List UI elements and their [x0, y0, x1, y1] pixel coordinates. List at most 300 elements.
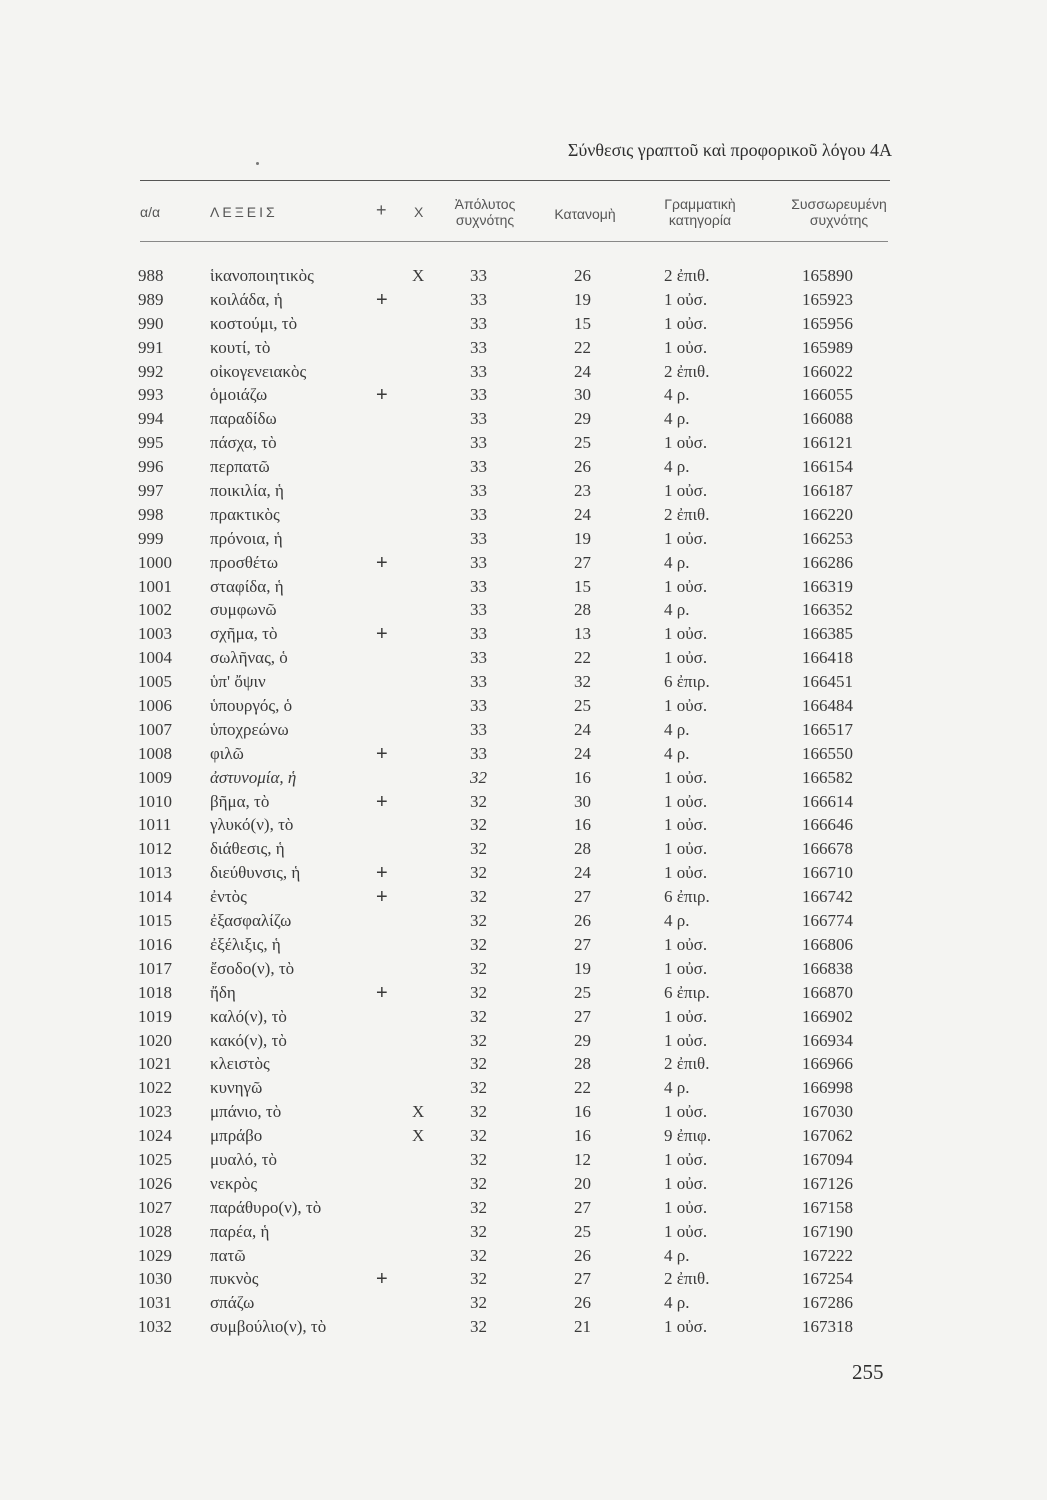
row-grammar-category: 1 οὐσ. — [664, 791, 708, 811]
row-word: ἐξασφαλίζω — [210, 911, 292, 931]
row-word: προσθέτω — [210, 552, 279, 572]
row-absolute-frequency: 32 — [470, 982, 487, 1002]
stray-mark — [256, 162, 259, 165]
row-word: σχῆμα, τὸ — [210, 624, 278, 644]
row-grammar-category: 1 οὐσ. — [664, 1006, 708, 1026]
table-row — [0, 479, 1047, 503]
header-plus: + — [376, 200, 387, 220]
row-absolute-frequency: 33 — [470, 624, 487, 644]
row-absolute-frequency: 33 — [470, 672, 487, 692]
row-absolute-frequency: 32 — [470, 863, 487, 883]
table-row — [0, 646, 1047, 670]
row-grammar-category: 4 ρ. — [664, 719, 690, 739]
table-row — [0, 1076, 1047, 1100]
row-number: 1031 — [138, 1293, 172, 1313]
row-word: παρέα, ἡ — [210, 1221, 270, 1241]
row-cumulative-frequency: 166187 — [802, 481, 853, 501]
row-distribution: 24 — [574, 743, 591, 763]
row-word: ἐξέλιξις, ἡ — [210, 934, 281, 954]
row-distribution: 16 — [574, 1126, 591, 1146]
row-absolute-frequency: 32 — [470, 1126, 487, 1146]
table-row — [0, 981, 1047, 1005]
row-distribution: 26 — [574, 1293, 591, 1313]
table-row — [0, 264, 1047, 288]
row-absolute-frequency: 32 — [470, 1197, 487, 1217]
row-absolute-frequency: 32 — [470, 1102, 487, 1122]
row-grammar-category: 1 οὐσ. — [664, 1030, 708, 1050]
row-number: 1002 — [138, 600, 172, 620]
row-absolute-frequency: 32 — [470, 767, 487, 787]
row-cumulative-frequency: 166253 — [802, 528, 853, 548]
header-cumulative-line1: Συσσωρευμένη — [791, 196, 887, 212]
row-number: 1012 — [138, 839, 172, 859]
row-number: 1027 — [138, 1197, 172, 1217]
header-grammar-line1: Γραμματικὴ — [664, 196, 736, 212]
table-row — [0, 360, 1047, 384]
row-cumulative-frequency: 167126 — [802, 1173, 853, 1193]
row-grammar-category: 1 οὐσ. — [664, 1317, 708, 1337]
row-number: 1003 — [138, 624, 172, 644]
row-cumulative-frequency: 166774 — [802, 911, 853, 931]
row-number: 1009 — [138, 767, 172, 787]
row-distribution: 15 — [574, 576, 591, 596]
row-grammar-category: 1 οὐσ. — [664, 313, 708, 333]
table-row — [0, 813, 1047, 837]
row-grammar-category: 6 ἐπιρ. — [664, 672, 710, 692]
row-absolute-frequency: 33 — [470, 481, 487, 501]
header-rule-bottom — [140, 241, 888, 242]
row-grammar-category: 2 ἐπιθ. — [664, 1054, 710, 1074]
row-absolute-frequency: 33 — [470, 361, 487, 381]
table-row — [0, 1124, 1047, 1148]
row-cumulative-frequency: 167318 — [802, 1317, 853, 1337]
header-aa: α/α — [140, 204, 161, 220]
header-grammar-line2: κατηγορία — [668, 212, 732, 228]
row-distribution: 24 — [574, 863, 591, 883]
row-word: ὑποχρεώνω — [210, 719, 289, 739]
row-cumulative-frequency: 166902 — [802, 1006, 853, 1026]
row-absolute-frequency: 33 — [470, 696, 487, 716]
row-word: βῆμα, τὸ — [210, 791, 270, 811]
row-word: πάσχα, τὸ — [210, 433, 277, 453]
table-row — [0, 288, 1047, 312]
table-row — [0, 527, 1047, 551]
row-word: κοιλάδα, ἡ — [210, 289, 283, 309]
row-cumulative-frequency: 166646 — [802, 815, 853, 835]
row-distribution: 25 — [574, 696, 591, 716]
row-word: σωλῆνας, ὁ — [210, 648, 288, 668]
header-absolute-line1: Ἀπόλυτος — [454, 196, 516, 212]
row-number: 1030 — [138, 1269, 172, 1289]
table-row — [0, 622, 1047, 646]
row-grammar-category: 1 οὐσ. — [664, 433, 708, 453]
row-cumulative-frequency: 166121 — [802, 433, 853, 453]
row-distribution: 26 — [574, 1245, 591, 1265]
row-absolute-frequency: 32 — [470, 1054, 487, 1074]
row-plus-mark: + — [376, 623, 388, 646]
table-row — [0, 1267, 1047, 1291]
table-row — [0, 383, 1047, 407]
table-row — [0, 742, 1047, 766]
row-grammar-category: 6 ἐπιρ. — [664, 887, 710, 907]
row-grammar-category: 1 οὐσ. — [664, 624, 708, 644]
row-absolute-frequency: 32 — [470, 1293, 487, 1313]
row-grammar-category: 1 οὐσ. — [664, 481, 708, 501]
row-absolute-frequency: 33 — [470, 648, 487, 668]
row-absolute-frequency: 32 — [470, 887, 487, 907]
row-word: καλό(ν), τὸ — [210, 1006, 287, 1026]
row-grammar-category: 1 οὐσ. — [664, 1149, 708, 1169]
row-distribution: 26 — [574, 266, 591, 285]
row-cumulative-frequency: 165923 — [802, 289, 853, 309]
row-number: 1004 — [138, 648, 172, 668]
row-cumulative-frequency: 166517 — [802, 719, 853, 739]
word-table — [0, 264, 1047, 1339]
row-number: 1015 — [138, 911, 172, 931]
row-cumulative-frequency: 166418 — [802, 648, 853, 668]
row-absolute-frequency: 33 — [470, 719, 487, 739]
row-absolute-frequency: 32 — [470, 1006, 487, 1026]
page-number: 255 — [852, 1360, 884, 1384]
row-distribution: 29 — [574, 1030, 591, 1050]
row-word: σπάζω — [210, 1293, 255, 1313]
row-number: 989 — [138, 289, 164, 309]
table-row — [0, 575, 1047, 599]
table-row — [0, 1244, 1047, 1268]
table-row — [0, 551, 1047, 575]
row-word: ὑπουργός, ὁ — [210, 696, 293, 716]
row-grammar-category: 2 ἐπιθ. — [664, 1269, 710, 1289]
row-word: νεκρὸς — [210, 1173, 258, 1193]
row-grammar-category: 1 οὐσ. — [664, 1173, 708, 1193]
row-number: 1000 — [138, 552, 172, 572]
row-word: ποικιλία, ἡ — [210, 481, 284, 501]
row-number: 1025 — [138, 1149, 172, 1169]
row-word: ὁμοιάζω — [210, 385, 268, 405]
row-distribution: 27 — [574, 552, 591, 572]
row-number: 1014 — [138, 887, 172, 907]
row-absolute-frequency: 33 — [470, 743, 487, 763]
row-cumulative-frequency: 166451 — [802, 672, 853, 692]
row-plus-mark: + — [376, 384, 388, 407]
row-plus-mark: + — [376, 862, 388, 885]
row-word: διεύθυνσις, ἡ — [210, 863, 301, 883]
row-cumulative-frequency: 165956 — [802, 313, 853, 333]
row-grammar-category: 1 οὐσ. — [664, 696, 708, 716]
row-number: 1019 — [138, 1006, 172, 1026]
row-word: ὑπ' ὄψιν — [210, 672, 266, 692]
table-row — [0, 598, 1047, 622]
row-distribution: 28 — [574, 600, 591, 620]
header-words: ΛΕΞΕΙΣ — [210, 204, 278, 220]
row-grammar-category: 4 ρ. — [664, 457, 690, 477]
row-number: 1028 — [138, 1221, 172, 1241]
row-cumulative-frequency: 166385 — [802, 624, 853, 644]
row-number: 1011 — [138, 815, 172, 835]
row-grammar-category: 2 ἐπιθ. — [664, 504, 710, 524]
row-distribution: 22 — [574, 337, 591, 357]
row-grammar-category: 9 ἐπιφ. — [664, 1126, 712, 1146]
row-grammar-category: 1 οὐσ. — [664, 815, 708, 835]
row-plus-mark: + — [376, 981, 388, 1004]
row-cumulative-frequency: 167062 — [802, 1126, 853, 1146]
row-number: 990 — [138, 313, 164, 333]
table-row — [0, 503, 1047, 527]
header-x: Χ — [414, 204, 424, 220]
table-row — [0, 1315, 1047, 1339]
row-distribution: 27 — [574, 1197, 591, 1217]
row-grammar-category: 1 οὐσ. — [664, 576, 708, 596]
row-distribution: 22 — [574, 1078, 591, 1098]
row-cumulative-frequency: 166055 — [802, 385, 853, 405]
row-distribution: 28 — [574, 1054, 591, 1074]
row-absolute-frequency: 32 — [470, 1317, 487, 1337]
row-number: 1020 — [138, 1030, 172, 1050]
row-x-mark: Χ — [412, 1126, 425, 1146]
row-grammar-category: 4 ρ. — [664, 409, 690, 429]
row-word: κοστούμι, τὸ — [210, 313, 298, 333]
header-absolute-frequency — [440, 196, 530, 228]
row-grammar-category: 1 οὐσ. — [664, 863, 708, 883]
header-cumulative-frequency — [780, 196, 898, 228]
table-row — [0, 885, 1047, 909]
row-grammar-category: 1 οὐσ. — [664, 1102, 708, 1122]
row-absolute-frequency: 33 — [470, 433, 487, 453]
row-distribution: 22 — [574, 648, 591, 668]
row-number: 995 — [138, 433, 164, 453]
row-absolute-frequency: 33 — [470, 528, 487, 548]
row-number: 1001 — [138, 576, 172, 596]
row-number: 1006 — [138, 696, 172, 716]
header-rule-top — [140, 180, 890, 181]
row-absolute-frequency: 32 — [470, 1245, 487, 1265]
row-word: κλειστὸς — [210, 1054, 270, 1074]
row-x-mark: Χ — [412, 266, 425, 285]
table-row — [0, 1005, 1047, 1029]
row-grammar-category: 1 οὐσ. — [664, 528, 708, 548]
row-cumulative-frequency: 166154 — [802, 457, 853, 477]
row-grammar-category: 1 οὐσ. — [664, 934, 708, 954]
table-row — [0, 694, 1047, 718]
row-distribution: 13 — [574, 624, 591, 644]
row-word: πρακτικὸς — [210, 504, 280, 524]
row-grammar-category: 4 ρ. — [664, 911, 690, 931]
row-number: 997 — [138, 481, 164, 501]
table-row — [0, 861, 1047, 885]
row-distribution: 19 — [574, 289, 591, 309]
table-row — [0, 1029, 1047, 1053]
table-row — [0, 718, 1047, 742]
row-cumulative-frequency: 166550 — [802, 743, 853, 763]
row-number: 1008 — [138, 743, 172, 763]
table-row — [0, 670, 1047, 694]
row-distribution: 19 — [574, 528, 591, 548]
row-word: ἔσοδο(ν), τὸ — [210, 958, 295, 978]
table-row — [0, 336, 1047, 360]
row-word: κουτί, τὸ — [210, 337, 271, 357]
row-absolute-frequency: 33 — [470, 409, 487, 429]
row-number: 991 — [138, 337, 164, 357]
row-absolute-frequency: 32 — [470, 958, 487, 978]
row-cumulative-frequency: 166582 — [802, 767, 853, 787]
row-distribution: 15 — [574, 313, 591, 333]
row-cumulative-frequency: 166710 — [802, 863, 853, 883]
row-distribution: 27 — [574, 934, 591, 954]
row-absolute-frequency: 32 — [470, 815, 487, 835]
row-word: σταφίδα, ἡ — [210, 576, 284, 596]
row-grammar-category: 4 ρ. — [664, 552, 690, 572]
row-grammar-category: 4 ρ. — [664, 1078, 690, 1098]
row-distribution: 16 — [574, 1102, 591, 1122]
row-plus-mark: + — [376, 886, 388, 909]
row-cumulative-frequency: 167254 — [802, 1269, 853, 1289]
row-number: 996 — [138, 457, 164, 477]
row-cumulative-frequency: 166742 — [802, 887, 853, 907]
row-number: 1021 — [138, 1054, 172, 1074]
row-cumulative-frequency: 166678 — [802, 839, 853, 859]
row-number: 1007 — [138, 719, 172, 739]
row-cumulative-frequency: 167030 — [802, 1102, 853, 1122]
row-grammar-category: 1 οὐσ. — [664, 958, 708, 978]
row-distribution: 32 — [574, 672, 591, 692]
row-distribution: 27 — [574, 1269, 591, 1289]
row-cumulative-frequency: 166352 — [802, 600, 853, 620]
row-cumulative-frequency: 166286 — [802, 552, 853, 572]
row-grammar-category: 4 ρ. — [664, 385, 690, 405]
row-word: ἐντὸς — [210, 887, 247, 907]
row-grammar-category: 4 ρ. — [664, 743, 690, 763]
row-word: περπατῶ — [210, 457, 270, 477]
row-word: διάθεσις, ἡ — [210, 839, 285, 859]
row-number: 992 — [138, 361, 164, 381]
row-absolute-frequency: 32 — [470, 1078, 487, 1098]
table-row — [0, 1148, 1047, 1172]
row-grammar-category: 1 οὐσ. — [664, 839, 708, 859]
row-absolute-frequency: 32 — [470, 1221, 487, 1241]
header-distribution: Κατανομὴ — [554, 206, 616, 222]
row-distribution: 21 — [574, 1317, 591, 1337]
row-word: παραδίδω — [210, 409, 277, 429]
row-number: 1022 — [138, 1078, 172, 1098]
row-absolute-frequency: 33 — [470, 457, 487, 477]
row-cumulative-frequency: 166966 — [802, 1054, 853, 1074]
row-cumulative-frequency: 166934 — [802, 1030, 853, 1050]
row-absolute-frequency: 32 — [470, 1269, 487, 1289]
row-word: πρόνοια, ἡ — [210, 528, 283, 548]
row-word: γλυκό(ν), τὸ — [210, 815, 294, 835]
row-distribution: 26 — [574, 911, 591, 931]
header-absolute-line2: συχνότης — [455, 212, 515, 228]
row-word: ἱκανοποιητικὸς — [210, 266, 314, 285]
row-absolute-frequency: 32 — [470, 1149, 487, 1169]
row-cumulative-frequency: 167222 — [802, 1245, 853, 1265]
row-distribution: 23 — [574, 481, 591, 501]
table-row — [0, 455, 1047, 479]
row-distribution: 25 — [574, 1221, 591, 1241]
running-head: Σύνθεσις γραπτοῦ καὶ προφορικοῦ λόγου 4Α — [567, 140, 892, 160]
table-row — [0, 1220, 1047, 1244]
row-distribution: 16 — [574, 815, 591, 835]
row-absolute-frequency: 33 — [470, 576, 487, 596]
row-word: κακό(ν), τὸ — [210, 1030, 287, 1050]
row-grammar-category: 1 οὐσ. — [664, 289, 708, 309]
row-absolute-frequency: 33 — [470, 289, 487, 309]
table-row — [0, 766, 1047, 790]
table-row — [0, 1100, 1047, 1124]
row-cumulative-frequency: 166870 — [802, 982, 853, 1002]
row-cumulative-frequency: 165989 — [802, 337, 853, 357]
row-number: 1026 — [138, 1173, 172, 1193]
table-row — [0, 933, 1047, 957]
row-absolute-frequency: 32 — [470, 1173, 487, 1193]
row-plus-mark: + — [376, 288, 388, 311]
row-word: συμβούλιο(ν), τὸ — [210, 1317, 327, 1337]
row-number: 1016 — [138, 934, 172, 954]
table-row — [0, 957, 1047, 981]
row-absolute-frequency: 33 — [470, 504, 487, 524]
row-cumulative-frequency: 166806 — [802, 934, 853, 954]
row-absolute-frequency: 32 — [470, 791, 487, 811]
row-word: μπάνιο, τὸ — [210, 1102, 282, 1122]
row-number: 993 — [138, 385, 164, 405]
row-cumulative-frequency: 165890 — [802, 266, 853, 285]
row-word: ἀστυνομία, ἡ — [210, 767, 297, 787]
row-word: μυαλό, τὸ — [210, 1149, 278, 1169]
table-row — [0, 909, 1047, 933]
row-number: 1010 — [138, 791, 172, 811]
row-cumulative-frequency: 166022 — [802, 361, 853, 381]
table-row — [0, 837, 1047, 861]
row-cumulative-frequency: 166220 — [802, 504, 853, 524]
row-number: 1005 — [138, 672, 172, 692]
row-grammar-category: 1 οὐσ. — [664, 1197, 708, 1217]
row-plus-mark: + — [376, 551, 388, 574]
row-absolute-frequency: 33 — [470, 600, 487, 620]
row-distribution: 19 — [574, 958, 591, 978]
row-distribution: 20 — [574, 1173, 591, 1193]
row-distribution: 24 — [574, 719, 591, 739]
row-absolute-frequency: 32 — [470, 911, 487, 931]
row-word: πατῶ — [210, 1245, 246, 1265]
row-number: 1023 — [138, 1102, 172, 1122]
row-distribution: 27 — [574, 1006, 591, 1026]
header-cumulative-line2: συχνότης — [809, 212, 869, 228]
row-distribution: 30 — [574, 385, 591, 405]
row-word: οἰκογενειακὸς — [210, 361, 307, 381]
row-number: 1024 — [138, 1126, 172, 1146]
row-word: φιλῶ — [210, 743, 244, 763]
row-distribution: 24 — [574, 361, 591, 381]
table-row — [0, 431, 1047, 455]
row-cumulative-frequency: 167190 — [802, 1221, 853, 1241]
row-absolute-frequency: 33 — [470, 385, 487, 405]
row-distribution: 28 — [574, 839, 591, 859]
table-row — [0, 790, 1047, 814]
row-distribution: 24 — [574, 504, 591, 524]
row-absolute-frequency: 33 — [470, 552, 487, 572]
row-plus-mark: + — [376, 1268, 388, 1291]
row-number: 1018 — [138, 982, 172, 1002]
row-distribution: 25 — [574, 982, 591, 1002]
row-number: 1017 — [138, 958, 172, 978]
table-row — [0, 1291, 1047, 1315]
row-absolute-frequency: 32 — [470, 1030, 487, 1050]
row-word: πυκνὸς — [210, 1269, 259, 1289]
row-distribution: 26 — [574, 457, 591, 477]
row-cumulative-frequency: 166319 — [802, 576, 853, 596]
row-distribution: 25 — [574, 433, 591, 453]
row-grammar-category: 1 οὐσ. — [664, 337, 708, 357]
